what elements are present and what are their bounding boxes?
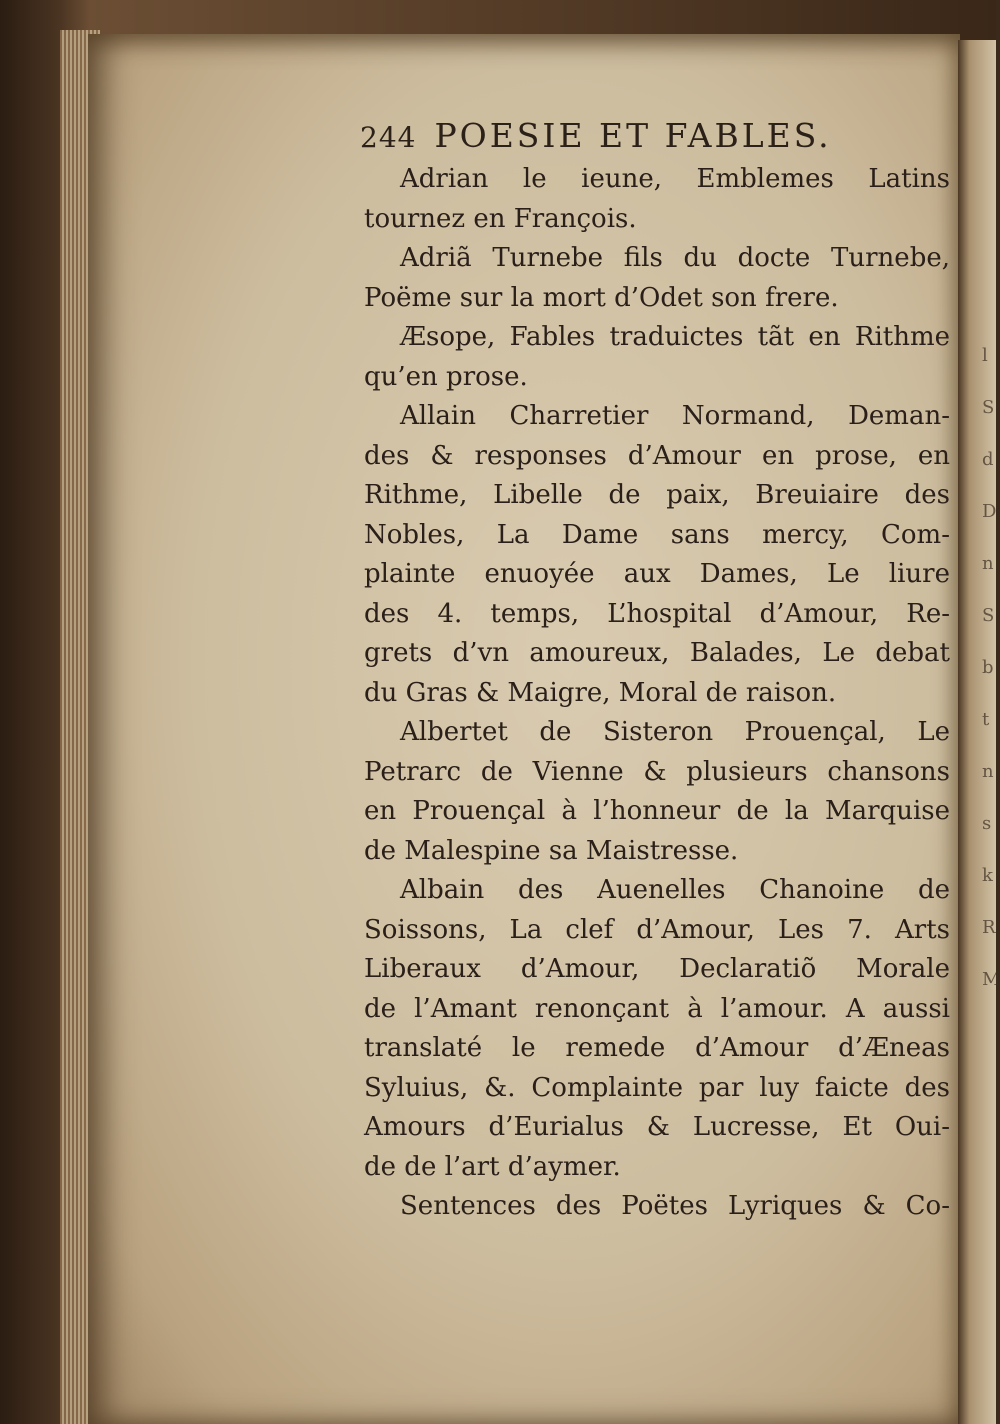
text-line: Adriã Turnebe fils du docte Turnebe, (400, 243, 950, 273)
running-title: POESIE ET FABLES. (434, 116, 832, 155)
text-line: Albertet de Sisteron Prouençal, Le (400, 717, 950, 747)
glyph: l (982, 345, 988, 366)
text-line: Allain Charretier Normand, Deman- (400, 401, 950, 431)
glyph: S (982, 605, 995, 626)
text-line: Liberaux d’Amour, Declaratiõ Morale (364, 954, 950, 984)
text-line: Albain des Auenelles Chanoine de (400, 875, 950, 905)
text-line: tournez en François. (364, 203, 637, 234)
glyph: D (982, 501, 997, 522)
text-line: qu’en prose. (364, 361, 528, 392)
glyph: d (982, 449, 994, 470)
text-line: en Prouençal à l’honneur de la Marquise (364, 796, 950, 826)
text-line: des & responses d’Amour en prose, en (364, 440, 950, 471)
glyph: R (982, 917, 996, 938)
glyph: t (982, 709, 990, 730)
glyph: M (982, 969, 1000, 990)
facing-page-glyphs (982, 330, 1000, 1006)
text-line: grets d’vn amoureux, Balades, Le debat (364, 638, 950, 668)
text-line: Sentences des Poëtes Lyriques & Co- (400, 1191, 950, 1221)
text-line: Petrarc de Vienne & plusieurs chansons (364, 756, 950, 787)
text-line: Soissons, La clef d’Amour, Les 7. Arts (364, 914, 950, 945)
text-line: Adrian le ieune, Emblemes Latins (400, 164, 950, 194)
text-line: de l’Amant renonçant à l’amour. A aussi (364, 993, 950, 1024)
body-text (364, 160, 950, 1227)
text-line: translaté le remede d’Amour d’Æneas (364, 1033, 950, 1063)
text-line: du Gras & Maigre, Moral de raison. (364, 677, 837, 708)
glyph: s (982, 813, 992, 834)
text-line: Rithme, Libelle de paix, Breuiaire des (364, 480, 950, 510)
text-line: Æsope, Fables traduictes tãt en Rithme (400, 322, 950, 352)
text-line: des 4. temps, L’hospital d’Amour, Re- (364, 598, 950, 629)
text-line: plainte enuoyée aux Dames, Le liure (364, 559, 950, 589)
text-line: Nobles, La Dame sans mercy, Com- (364, 519, 950, 550)
glyph: n (982, 553, 994, 574)
glyph: k (982, 865, 993, 886)
text-line: de Malespine sa Maistresse. (364, 835, 739, 866)
glyph: n (982, 761, 994, 782)
text-line: Amours d’Eurialus & Lucresse, Et Oui- (364, 1112, 950, 1142)
glyph: b (982, 657, 994, 678)
folio-number: 244 (360, 121, 417, 154)
page-header (360, 116, 920, 166)
text-line: Poëme sur la mort d’Odet son frere. (364, 282, 839, 313)
text-line: Syluius, &. Complainte par luy faicte des (364, 1072, 950, 1103)
glyph: S (982, 397, 995, 418)
text-line: de de l’art d’aymer. (364, 1151, 621, 1182)
